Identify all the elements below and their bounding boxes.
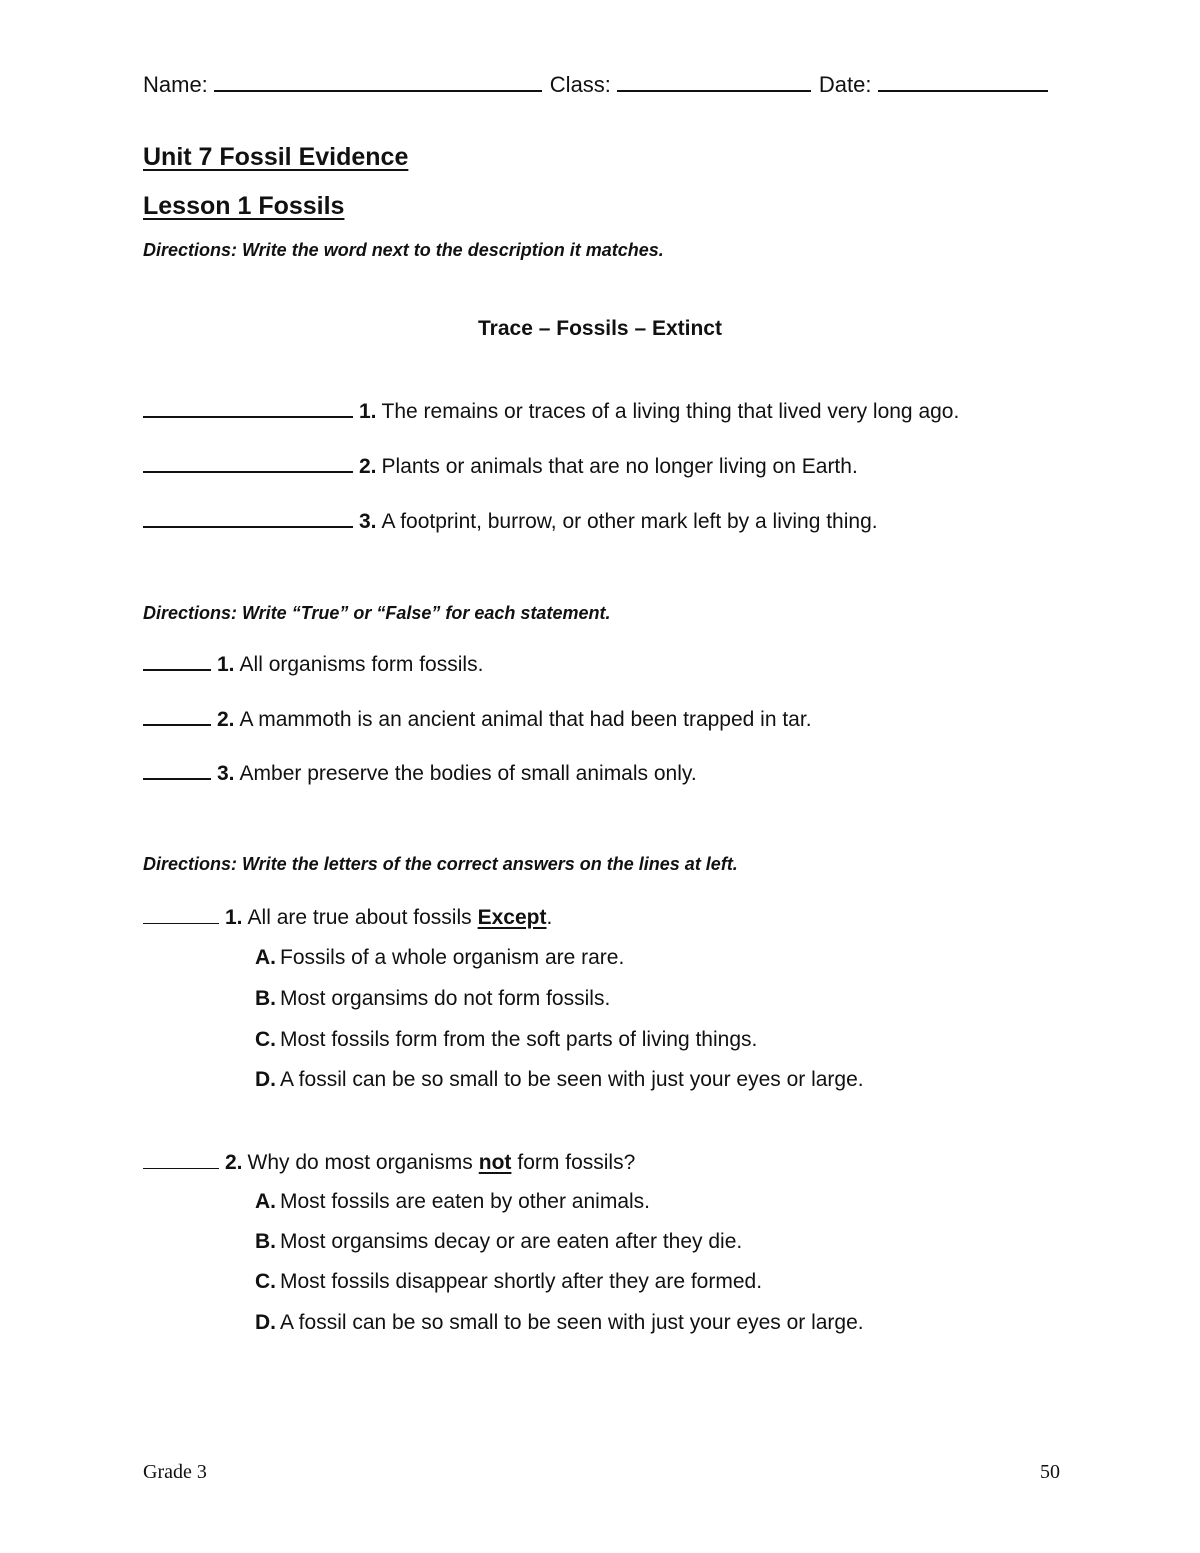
answer-blank[interactable] bbox=[143, 706, 211, 726]
choice-letter: C. bbox=[255, 1270, 276, 1293]
answer-blank[interactable] bbox=[143, 398, 353, 418]
true-false-item bbox=[143, 651, 483, 677]
student-info-header bbox=[143, 72, 1063, 98]
choice-text: Most fossils are eaten by other animals. bbox=[280, 1190, 651, 1213]
date-blank[interactable] bbox=[878, 72, 1048, 92]
choice-text: A fossil can be so small to be seen with just your eyes or large. bbox=[280, 1068, 864, 1091]
choice-letter: D. bbox=[255, 1311, 276, 1334]
answer-choice bbox=[255, 1068, 864, 1092]
choice-letter: B. bbox=[255, 987, 276, 1010]
word-bank: Trace – Fossils – Extinct bbox=[478, 317, 722, 340]
item-number: 1. bbox=[359, 400, 377, 423]
matching-item bbox=[143, 453, 858, 479]
item-text: All organisms form fossils. bbox=[239, 653, 484, 676]
question-text-after: . bbox=[546, 906, 553, 929]
name-label: Name: bbox=[143, 72, 208, 97]
true-false-item bbox=[143, 760, 697, 786]
item-number: 1. bbox=[217, 653, 235, 676]
item-number: 3. bbox=[217, 762, 235, 785]
item-text: Amber preserve the bodies of small animals only. bbox=[239, 762, 697, 785]
answer-choice bbox=[255, 1311, 864, 1335]
lesson-title: Lesson 1 Fossils bbox=[143, 192, 345, 220]
name-blank[interactable] bbox=[214, 72, 542, 92]
item-text: Plants or animals that are no longer living on Earth. bbox=[381, 455, 858, 478]
answer-choice bbox=[255, 987, 610, 1011]
item-number: 2. bbox=[217, 708, 235, 731]
choice-letter: A. bbox=[255, 946, 276, 969]
choice-letter: A. bbox=[255, 1190, 276, 1213]
choice-text: Most fossils disappear shortly after they are formed. bbox=[280, 1270, 763, 1293]
choice-text: Fossils of a whole organism are rare. bbox=[280, 946, 625, 969]
item-number: 2. bbox=[359, 455, 377, 478]
class-blank[interactable] bbox=[617, 72, 811, 92]
question-number: 2. bbox=[225, 1151, 243, 1174]
unit-title: Unit 7 Fossil Evidence bbox=[143, 143, 409, 171]
question-text: Why do most organisms bbox=[247, 1151, 473, 1174]
section1-directions: Directions: Write the word next to the description it matches. bbox=[143, 240, 664, 260]
answer-choice bbox=[255, 1190, 650, 1214]
choice-text: Most organsims decay or are eaten after they die. bbox=[280, 1230, 743, 1253]
question-text: All are true about fossils bbox=[247, 906, 472, 929]
answer-blank[interactable] bbox=[143, 1150, 219, 1169]
section2-directions: Directions: Write “True” or “False” for each statement. bbox=[143, 603, 611, 623]
date-label: Date: bbox=[818, 72, 872, 97]
item-text: The remains or traces of a living thing that lived very long ago. bbox=[381, 400, 960, 423]
choice-letter: C. bbox=[255, 1028, 276, 1051]
choice-letter: B. bbox=[255, 1230, 276, 1253]
class-label: Class: bbox=[549, 72, 611, 97]
choice-text: Most fossils form from the soft parts of living things. bbox=[280, 1028, 758, 1051]
answer-choice bbox=[255, 1028, 757, 1052]
answer-blank[interactable] bbox=[143, 905, 219, 924]
section3-directions: Directions: Write the letters of the correct answers on the lines at left. bbox=[143, 854, 738, 874]
answer-choice bbox=[255, 1230, 742, 1254]
item-number: 3. bbox=[359, 510, 377, 533]
question-emphasis: not bbox=[478, 1151, 512, 1174]
question-text-after: form fossils? bbox=[517, 1151, 636, 1174]
page-number: 50 bbox=[1040, 1461, 1060, 1483]
answer-blank[interactable] bbox=[143, 453, 353, 473]
matching-item bbox=[143, 508, 878, 534]
answer-blank[interactable] bbox=[143, 651, 211, 671]
answer-choice bbox=[255, 1270, 762, 1294]
multiple-choice-question bbox=[143, 1150, 635, 1175]
question-emphasis: Except bbox=[477, 906, 547, 929]
matching-item bbox=[143, 398, 959, 424]
choice-text: A fossil can be so small to be seen with just your eyes or large. bbox=[280, 1311, 864, 1334]
choice-letter: D. bbox=[255, 1068, 276, 1091]
answer-choice bbox=[255, 946, 624, 970]
choice-text: Most organsims do not form fossils. bbox=[280, 987, 611, 1010]
true-false-item bbox=[143, 706, 812, 732]
item-text: A footprint, burrow, or other mark left by a living thing. bbox=[381, 510, 878, 533]
item-text: A mammoth is an ancient animal that had been trapped in tar. bbox=[239, 708, 812, 731]
multiple-choice-question bbox=[143, 905, 552, 930]
answer-blank[interactable] bbox=[143, 508, 353, 528]
grade-label: Grade 3 bbox=[143, 1461, 207, 1483]
question-number: 1. bbox=[225, 906, 243, 929]
answer-blank[interactable] bbox=[143, 760, 211, 780]
